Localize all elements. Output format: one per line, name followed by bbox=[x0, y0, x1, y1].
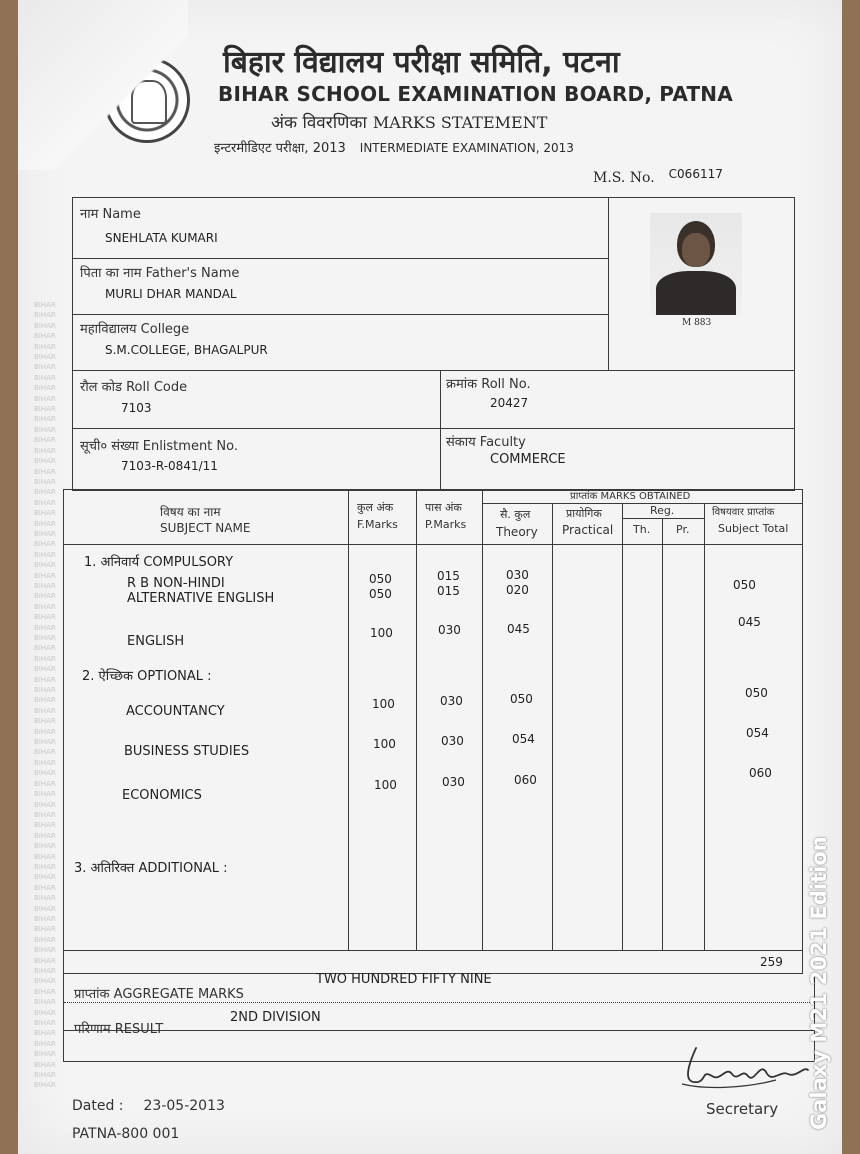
reg-th-header: Th. bbox=[633, 523, 651, 536]
board-title-hindi: बिहार विद्यालय परीक्षा समिति, पटना bbox=[223, 45, 620, 80]
subject-full-marks: 100 bbox=[372, 697, 395, 711]
practical-header-hindi: प्रायोगिक bbox=[566, 507, 602, 520]
father-name: MURLI DHAR MANDAL bbox=[105, 287, 237, 301]
subject-theory-marks: 060 bbox=[514, 773, 537, 787]
photo-code: M 883 bbox=[682, 318, 712, 328]
subject-total-marks: 045 bbox=[738, 615, 761, 629]
ms-number-value: C066117 bbox=[668, 167, 723, 181]
subject-pass-marks: 030 bbox=[440, 694, 463, 708]
student-photo bbox=[650, 213, 742, 315]
subject-name: ECONOMICS bbox=[122, 788, 202, 803]
theory-header-hindi: सै. कुल bbox=[500, 508, 531, 521]
subject-pass-marks: 015 bbox=[437, 569, 460, 583]
subject-name: BUSINESS STUDIES bbox=[124, 744, 250, 759]
subject-pass-marks: 015 bbox=[437, 584, 460, 598]
subject-full-marks: 050 bbox=[369, 572, 392, 586]
subject-theory-marks: 020 bbox=[506, 583, 529, 597]
faculty-label: संकाय Faculty bbox=[446, 435, 526, 450]
college-label: महाविद्यालय College bbox=[80, 322, 190, 337]
roll-no-value: 20427 bbox=[490, 396, 529, 410]
subject-total-header-english: Subject Total bbox=[718, 522, 789, 535]
subject-total-marks: 054 bbox=[746, 726, 769, 740]
subject-name: ACCOUNTANCY bbox=[126, 704, 225, 719]
subject-name: ALTERNATIVE ENGLISH bbox=[127, 591, 275, 606]
roll-no-label: क्रमांक Roll No. bbox=[446, 377, 531, 392]
student-name: SNEHLATA KUMARI bbox=[105, 231, 218, 245]
aggregate-marks-words: TWO HUNDRED FIFTY NINE bbox=[316, 972, 492, 987]
subject-theory-marks: 030 bbox=[506, 568, 529, 582]
subject-pass-marks: 030 bbox=[438, 623, 461, 637]
name-label: नाम Name bbox=[80, 207, 141, 222]
roll-code-label: रौल कोड Roll Code bbox=[80, 380, 188, 395]
secretary-signature bbox=[676, 1040, 816, 1095]
enlistment-value: 7103-R-0841/11 bbox=[121, 459, 218, 473]
issue-place: PATNA-800 001 bbox=[72, 1126, 180, 1142]
subject-total-marks: 050 bbox=[733, 578, 756, 592]
statement-title-english: MARKS STATEMENT bbox=[372, 113, 548, 132]
father-name-label: पिता का नाम Father's Name bbox=[80, 266, 240, 281]
subject-full-marks: 100 bbox=[370, 626, 393, 640]
dated-label: Dated : bbox=[72, 1098, 124, 1114]
aggregate-total-value: 259 bbox=[760, 955, 783, 969]
fmarks-header-english: F.Marks bbox=[357, 518, 398, 531]
ms-number bbox=[593, 167, 723, 186]
secretary-label: Secretary bbox=[706, 1100, 779, 1118]
dated-value: 23-05-2013 bbox=[143, 1098, 225, 1114]
exam-title bbox=[214, 138, 574, 156]
pmarks-header-hindi: पास अंक bbox=[425, 501, 462, 514]
subject-full-marks: 050 bbox=[369, 587, 392, 601]
exam-title-hindi: इन्टरमीडिएट परीक्षा, 2013 bbox=[214, 141, 346, 156]
issue-date bbox=[72, 1098, 225, 1114]
subject-name: R B NON-HINDI bbox=[127, 576, 225, 591]
subject-pass-marks: 030 bbox=[441, 734, 464, 748]
result-label: परिणाम RESULT bbox=[74, 1022, 164, 1037]
statement-title bbox=[271, 110, 547, 133]
subject-total-header-hindi: विषयवार प्राप्तांक bbox=[712, 507, 775, 518]
exam-title-english: INTERMEDIATE EXAMINATION, 2013 bbox=[359, 141, 574, 155]
subject-full-marks: 100 bbox=[373, 737, 396, 751]
statement-title-hindi: अंक विवरणिका bbox=[271, 113, 367, 133]
college-name: S.M.COLLEGE, BHAGALPUR bbox=[105, 343, 268, 357]
folded-paper-corner bbox=[18, 0, 188, 170]
board-title-english: BIHAR SCHOOL EXAMINATION BOARD, PATNA bbox=[218, 82, 733, 106]
subject-full-marks: 100 bbox=[374, 778, 397, 792]
reg-pr-header: Pr. bbox=[676, 523, 690, 536]
theory-header-english: Theory bbox=[496, 525, 538, 539]
ms-number-label: M.S. No. bbox=[593, 170, 655, 186]
practical-header-english: Practical bbox=[562, 523, 614, 537]
subject-total-marks: 050 bbox=[745, 686, 768, 700]
pmarks-header-english: P.Marks bbox=[425, 518, 467, 531]
roll-code-value: 7103 bbox=[121, 401, 152, 415]
reg-header: Reg. bbox=[650, 504, 675, 517]
fmarks-header-hindi: कुल अंक bbox=[357, 501, 394, 514]
enlistment-label: सूची० संख्या Enlistment No. bbox=[80, 439, 238, 454]
marks-obtained-header: प्राप्तांक MARKS OBTAINED bbox=[570, 491, 691, 502]
subject-name: ENGLISH bbox=[127, 634, 185, 649]
additional-section-heading: 3. अतिरिक्त ADDITIONAL : bbox=[74, 861, 228, 876]
subject-header-hindi: विषय का नाम bbox=[160, 505, 221, 519]
subject-theory-marks: 054 bbox=[512, 732, 535, 746]
optional-section-heading: 2. ऐच्छिक OPTIONAL : bbox=[82, 669, 212, 684]
compulsory-section-heading: 1. अनिवार्य COMPULSORY bbox=[84, 555, 234, 570]
subject-total-marks: 060 bbox=[749, 766, 772, 780]
camera-watermark: Galaxy M21 2021 Edition bbox=[807, 836, 831, 1130]
faculty-value: COMMERCE bbox=[490, 452, 566, 467]
subject-pass-marks: 030 bbox=[442, 775, 465, 789]
side-watermark: BIHAR BIHAR BIHAR BIHAR BIHAR BIHAR BIHAR BIHAR BIHAR BIHAR BIHAR BIHAR BIHAR BIHAR BIHAR BIHAR BIHAR BIHAR BIHAR BIHAR BIHAR BIHAR BIHAR BIHAR BIHAR BIHAR BIHAR BIHAR BIHAR BIHAR BIHAR BIHAR BIHAR BIHAR BIHAR BIHAR BIHAR BIHAR BIHAR BIHAR BIHAR BIHAR BIHAR BIHAR BIHAR BIHAR BIHAR BIHAR BIHAR BIHAR BIHAR BIHAR BIHAR BIHAR BIHAR BIHAR BIHAR BIHAR BIHAR BIHAR BIHAR BIHAR BIHAR BIHAR BIHAR BIHAR BIHAR BIHAR BIHAR BIHAR BIHAR BIHAR BIHAR BIHAR BIHAR BIHAR bbox=[34, 301, 56, 1090]
subject-header-english: SUBJECT NAME bbox=[160, 521, 251, 535]
subject-theory-marks: 050 bbox=[510, 692, 533, 706]
result-value: 2ND DIVISION bbox=[230, 1010, 321, 1025]
subject-theory-marks: 045 bbox=[507, 622, 530, 636]
aggregate-marks-label: प्राप्तांक AGGREGATE MARKS bbox=[74, 987, 244, 1002]
